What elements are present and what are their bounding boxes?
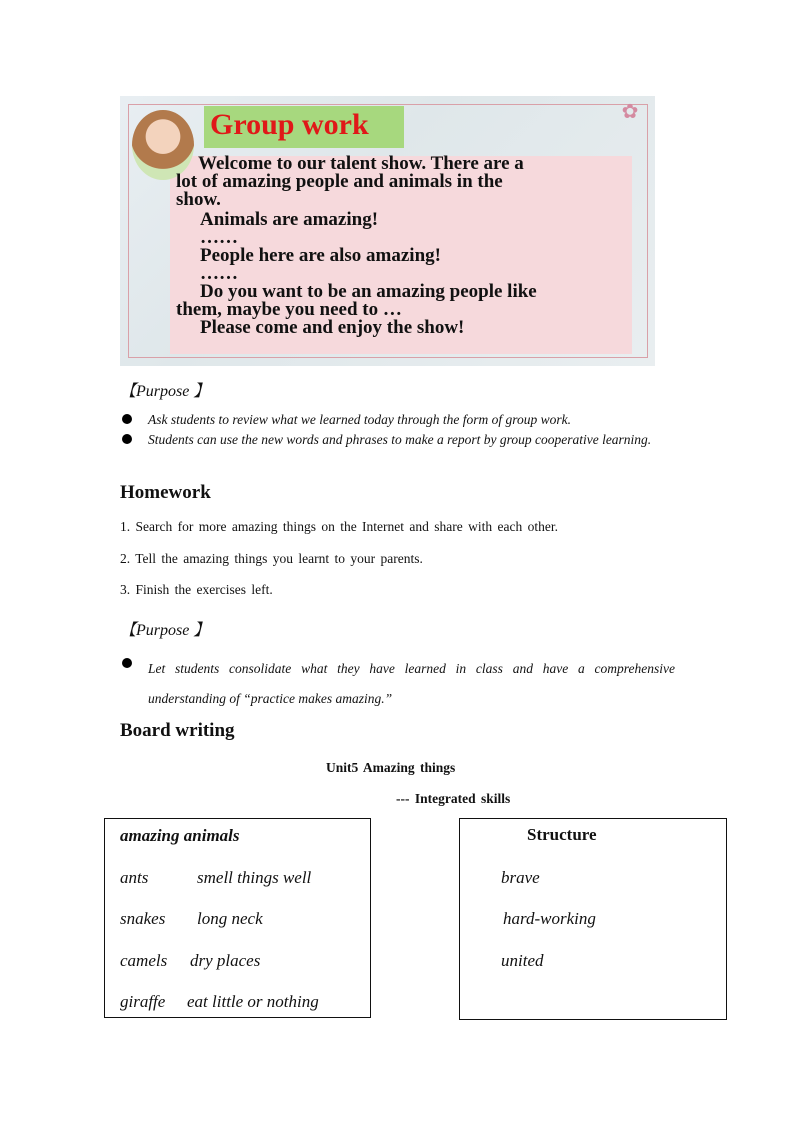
slide-line: Please come and enjoy the show!: [200, 317, 465, 338]
slide-line: People here are also amazing!: [200, 245, 441, 266]
structure-word: hard-working: [503, 909, 596, 928]
animal-trait: eat little or nothing: [187, 992, 319, 1011]
board-unit-title: Unit5 Amazing things: [326, 760, 456, 775]
butterfly-icon: ✿: [621, 101, 639, 123]
structure-box: [459, 818, 727, 1020]
homework-item: 3. Finish the exercises left.: [120, 582, 273, 597]
box-header: Structure: [527, 825, 597, 844]
slide-line: ……: [200, 227, 238, 248]
slide-line: them, maybe you need to …: [176, 299, 402, 320]
slide-line: Animals are amazing!: [200, 209, 379, 230]
homework-heading: Homework: [120, 482, 211, 503]
purpose-label: 【Purpose 】: [120, 383, 210, 400]
structure-word: united: [501, 951, 544, 970]
bullet-icon: [122, 434, 132, 444]
slide-line: lot of amazing people and animals in the: [176, 171, 503, 192]
purpose-bullets: [120, 654, 675, 714]
animal-trait: smell things well: [197, 868, 312, 887]
slide-title-box: [204, 106, 404, 148]
slide-text: [176, 154, 636, 337]
list-item: Let students consolidate what they have learned in class and have a comprehensive understanding of “practice makes amazing.”: [120, 654, 675, 714]
animal-trait: dry places: [190, 951, 261, 970]
group-work-slide: [120, 96, 655, 366]
animal-name: giraffe: [120, 992, 166, 1011]
list-item: Ask students to review what we learned today through the form of group work.: [120, 410, 675, 430]
animal-name: snakes: [120, 909, 166, 928]
homework-item: 2. Tell the amazing things you learnt to your parents.: [120, 551, 423, 566]
list-item: Students can use the new words and phrases to make a report by group cooperative learning.: [120, 430, 675, 450]
slide-title: Group work: [210, 108, 369, 141]
slide-line: Welcome to our talent show. There are a: [198, 153, 524, 174]
animal-name: camels: [120, 951, 168, 970]
slide-line: show.: [176, 189, 221, 210]
amazing-animals-box: [104, 818, 371, 1018]
box-header: amazing animals: [120, 826, 240, 845]
board-subtitle: --- Integrated skills: [396, 791, 511, 806]
slide-line: Do you want to be an amazing people like: [200, 281, 537, 302]
animal-name: ants: [120, 868, 149, 887]
slide-line: ……: [200, 263, 238, 284]
bullet-icon: [122, 414, 132, 424]
structure-word: brave: [501, 868, 540, 887]
board-writing-heading: Board writing: [120, 720, 235, 741]
animal-trait: long neck: [197, 909, 263, 928]
purpose-label: 【Purpose 】: [120, 622, 210, 639]
purpose-bullets: [120, 410, 675, 450]
homework-item: 1. Search for more amazing things on the Internet and share with each other.: [120, 519, 558, 534]
bullet-icon: [122, 658, 132, 668]
